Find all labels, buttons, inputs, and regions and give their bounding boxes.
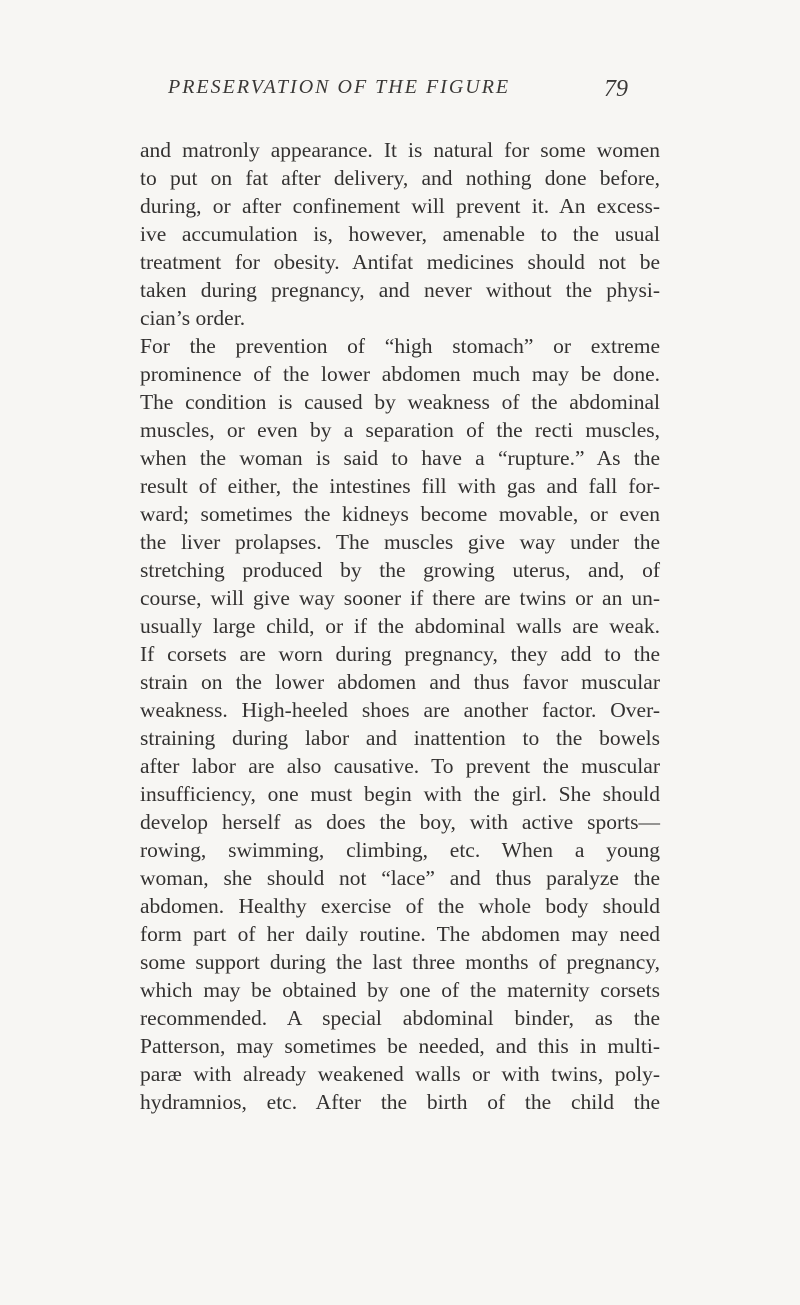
text-line: usually large child, or if the abdominal walls are weak. [140, 614, 660, 638]
running-title: PRESERVATION OF THE FIGURE [168, 76, 511, 98]
text-line: result of either, the intestines fill with gas and fall for- [140, 474, 660, 498]
text-line: treatment for obesity. Antifat medicines should not be [140, 250, 660, 274]
text-line: For the prevention of “high stomach” or extreme [140, 334, 660, 358]
text-line: weakness. High-heeled shoes are another factor. Over- [140, 698, 660, 722]
text-line: when the woman is said to have a “rupture.” As the [140, 446, 660, 470]
text-line: during, or after confinement will prevent it. An excess- [140, 194, 660, 218]
running-head [168, 76, 628, 106]
text-line: strain on the lower abdomen and thus favor muscular [140, 670, 660, 694]
text-line: abdomen. Healthy exercise of the whole body should [140, 894, 660, 918]
text-line: to put on fat after delivery, and nothing done before, [140, 166, 660, 190]
text-line: woman, she should not “lace” and thus paralyze the [140, 866, 660, 890]
text-line: The condition is caused by weakness of the abdominal [140, 390, 660, 414]
text-line: If corsets are worn during pregnancy, they add to the [140, 642, 660, 666]
text-line: stretching produced by the growing uterus, and, of [140, 558, 660, 582]
text-line: hydramnios, etc. After the birth of the child the [140, 1090, 660, 1114]
text-line: form part of her daily routine. The abdomen may need [140, 922, 660, 946]
text-line: develop herself as does the boy, with active sports— [140, 810, 660, 834]
text-line: taken during pregnancy, and never without the physi- [140, 278, 660, 302]
text-line: ward; sometimes the kidneys become movable, or even [140, 502, 660, 526]
text-line: after labor are also causative. To prevent the muscular [140, 754, 660, 778]
text-line: straining during labor and inattention to the bowels [140, 726, 660, 750]
text-line: recommended. A special abdominal binder, as the [140, 1006, 660, 1030]
text-line: insufficiency, one must begin with the girl. She should [140, 782, 660, 806]
text-line: ive accumulation is, however, amenable to the usual [140, 222, 660, 246]
text-line: prominence of the lower abdomen much may be done. [140, 362, 660, 386]
text-line: some support during the last three months of pregnancy, [140, 950, 660, 974]
text-line: the liver prolapses. The muscles give way under the [140, 530, 660, 554]
text-line: and matronly appearance. It is natural for some women [140, 138, 660, 162]
text-line: muscles, or even by a separation of the recti muscles, [140, 418, 660, 442]
text-line: paræ with already weakened walls or with twins, poly- [140, 1062, 660, 1086]
text-line: Patterson, may sometimes be needed, and this in multi- [140, 1034, 660, 1058]
text-line: which may be obtained by one of the maternity corsets [140, 978, 660, 1002]
page-number: 79 [604, 76, 628, 102]
text-line: rowing, swimming, climbing, etc. When a young [140, 838, 660, 862]
text-line: course, will give way sooner if there are twins or an un- [140, 586, 660, 610]
body-text [140, 136, 660, 1116]
text-line: cian’s order. [140, 306, 246, 330]
